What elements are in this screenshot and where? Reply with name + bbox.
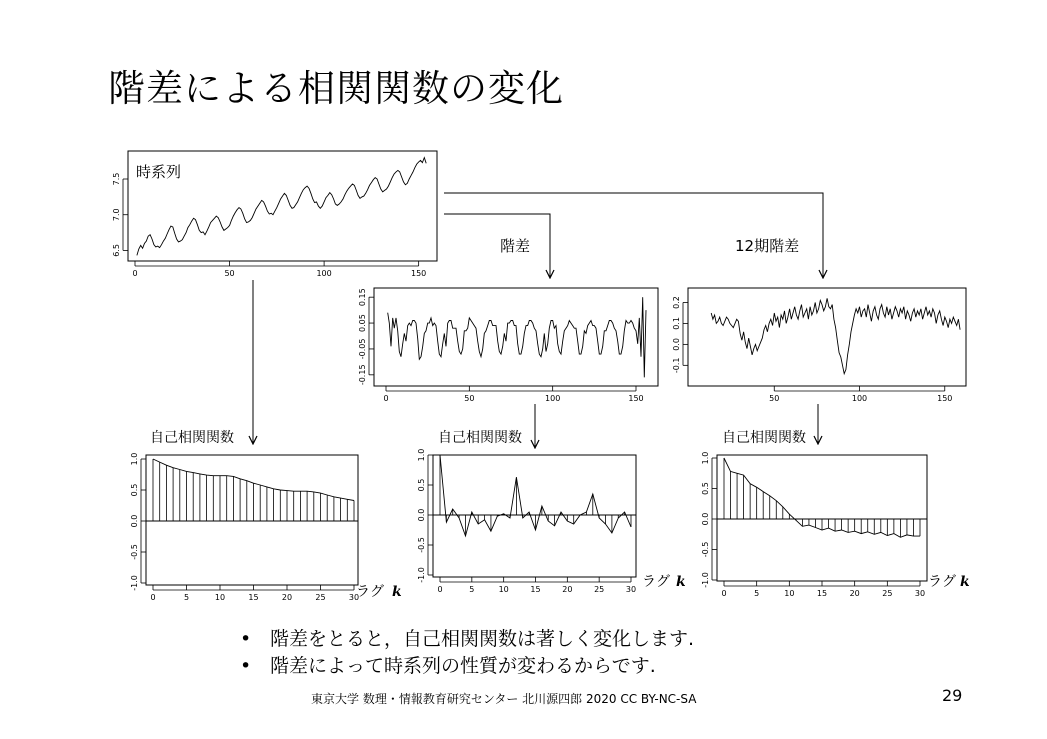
x-tick-label: 20: [562, 585, 573, 594]
x-tick-label: 100: [545, 394, 561, 403]
slide-title: 階差による相関関数の変化: [108, 67, 564, 110]
x-tick-label: 150: [411, 269, 427, 278]
bullet-text: 階差によって時系列の性質が変わるからです.: [270, 655, 656, 677]
x-tick-label: 50: [769, 394, 780, 403]
y-tick-label: -0.05: [358, 338, 367, 360]
chart-12-period-difference: [672, 288, 966, 403]
x-tick-label: 10: [784, 589, 795, 598]
y-tick-label: 7.5: [112, 172, 121, 186]
chart-acf-timeseries: [130, 453, 359, 602]
label-ts: 時系列: [136, 163, 182, 181]
y-tick-label: -0.5: [417, 537, 426, 553]
label-diff12: 12期階差: [735, 237, 800, 255]
x-tick-label: 25: [594, 585, 605, 594]
series-line: [388, 297, 646, 377]
footer-credit: 東京大学 数理・情報教育研究センター 北川源四郎 2020 CC BY-NC-SA: [311, 692, 697, 706]
y-tick-label: 0.05: [358, 314, 367, 332]
x-tick-label: 30: [914, 589, 926, 598]
plot-frame: [146, 455, 358, 585]
x-tick-label: 5: [183, 593, 190, 602]
bullet-dot: •: [240, 628, 252, 650]
chart-acf-difference: [417, 449, 636, 594]
lag-label-3: [928, 574, 970, 590]
lag-label-1: [356, 584, 402, 600]
x-tick-label: 30: [348, 593, 360, 602]
y-tick-label: 0.2: [672, 296, 681, 309]
x-tick-label: 0: [383, 394, 389, 403]
x-tick-label: 25: [882, 589, 893, 598]
y-tick-label: 0.0: [130, 514, 139, 528]
label-acf-diff: 自己相関関数: [438, 430, 522, 446]
x-tick-label: 0: [150, 593, 156, 602]
x-tick-label: 50: [224, 269, 235, 278]
x-tick-label: 15: [816, 589, 828, 598]
label-diff: 階差: [500, 237, 531, 255]
y-tick-label: 0.5: [417, 478, 426, 492]
y-tick-label: 0.0: [701, 512, 710, 526]
x-tick-label: 5: [754, 589, 760, 598]
page-number: 29: [942, 686, 963, 705]
y-tick-label: 0.1: [672, 317, 681, 330]
lag-label-var: k: [676, 574, 686, 590]
x-tick-label: 20: [849, 589, 860, 598]
y-tick-label: 0.0: [672, 338, 681, 351]
plot-frame: [688, 288, 966, 386]
y-tick-label: -0.15: [358, 364, 367, 386]
y-tick-label: -1.0: [130, 575, 139, 591]
lag-label-text: ラグ: [928, 574, 956, 590]
plot-frame: [717, 455, 927, 581]
bullet-dot: •: [240, 655, 252, 677]
x-tick-label: 150: [937, 394, 953, 403]
y-tick-label: 6.5: [112, 244, 121, 257]
lag-label-text: ラグ: [642, 574, 670, 590]
y-tick-label: -0.5: [130, 544, 139, 560]
x-tick-label: 100: [316, 269, 332, 278]
x-tick-label: 30: [625, 585, 637, 594]
lag-label-var: k: [960, 574, 970, 590]
arrow-ts-to-diff: [444, 214, 550, 278]
y-tick-label: 0.15: [358, 288, 367, 307]
bullet-list: [240, 626, 694, 680]
series-line: [711, 298, 960, 373]
arrow-ts-to-diff12: [444, 193, 823, 278]
y-tick-label: 1.0: [417, 448, 426, 462]
lag-label-2: [642, 574, 686, 590]
y-tick-label: 0.0: [417, 508, 426, 522]
plot-frame: [374, 288, 658, 386]
x-tick-label: 10: [214, 593, 226, 602]
bullet-text: 階差をとると，自己相関関数は著しく変化します.: [270, 628, 695, 650]
x-tick-label: 25: [315, 593, 326, 602]
chart-acf-12-period-difference: [701, 452, 927, 598]
lag-label-var: k: [392, 584, 402, 600]
x-tick-label: 15: [248, 593, 259, 602]
y-tick-label: 0.5: [701, 482, 710, 495]
y-tick-label: 1.0: [130, 452, 139, 466]
y-tick-label: -1.0: [417, 567, 426, 583]
y-tick-label: 0.5: [130, 483, 139, 497]
x-tick-label: 50: [464, 394, 475, 403]
label-acf-ts: 自己相関関数: [150, 430, 234, 446]
x-tick-label: 10: [498, 585, 509, 594]
label-acf-diff12: 自己相関関数: [722, 430, 806, 446]
x-tick-label: 15: [530, 585, 541, 594]
bullet-item: [240, 653, 694, 680]
x-tick-label: 100: [851, 394, 868, 403]
x-tick-label: 0: [437, 585, 443, 594]
lag-label-text: ラグ: [356, 584, 384, 600]
y-tick-label: -1.0: [701, 572, 710, 588]
x-tick-label: 0: [721, 589, 727, 598]
x-tick-label: 150: [628, 394, 644, 403]
y-tick-label: -0.1: [672, 357, 681, 374]
y-tick-label: -0.5: [701, 541, 710, 558]
x-tick-label: 5: [469, 585, 475, 594]
x-tick-label: 20: [281, 593, 293, 602]
y-tick-label: 1.0: [701, 451, 710, 465]
bullet-item: [240, 626, 694, 653]
x-tick-label: 0: [132, 269, 138, 278]
chart-difference: [358, 288, 658, 403]
y-tick-label: 7.0: [112, 208, 121, 222]
